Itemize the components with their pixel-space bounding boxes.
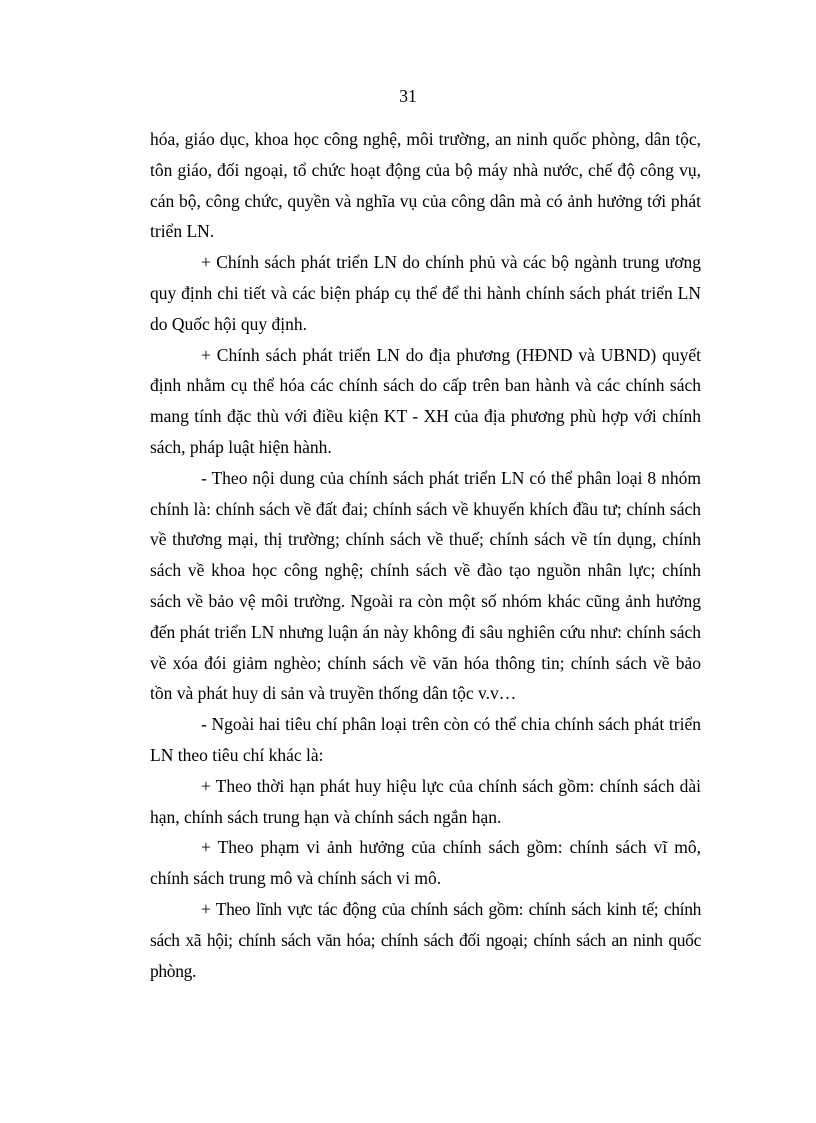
page-number: 31 (399, 86, 417, 106)
paragraph-local-policy: + Chính sách phát triển LN do địa phương (HĐND và UBND) quyết định nhằm cụ thể hóa các chính sách do cấp trên ban hành và các chính sách mang tính đặc thù với điều kiện KT - XH của địa phương phù hợp với chính sách, pháp luật hiện hành. (150, 344, 701, 457)
paragraph-by-field: + Theo lĩnh vực tác động của chính sách gồm: chính sách kinh tế; chính sách xã hội; chính sách văn hóa; chính sách đối ngoại; chính sách an ninh quốc phòng. (150, 898, 701, 981)
paragraph-other-criteria: - Ngoài hai tiêu chí phân loại trên còn có thể chia chính sách phát triển LN theo tiêu chí khác là: (150, 714, 701, 765)
paragraph-continuation: hóa, giáo dục, khoa học công nghệ, môi trường, an ninh quốc phòng, dân tộc, tôn giáo, đối ngoại, tổ chức hoạt động của bộ máy nhà nước, chế độ công vụ, cán bộ, công chức, quyền và nghĩa vụ của công dân mà có ảnh hưởng tới phát triển LN. (150, 129, 701, 242)
body-text (150, 124, 701, 986)
paragraph-by-scope: + Theo phạm vi ảnh hưởng của chính sách gồm: chính sách vĩ mô, chính sách trung mô và chính sách vi mô. (150, 837, 701, 889)
paragraph-central-policy: + Chính sách phát triển LN do chính phủ và các bộ ngành trung ương quy định chi tiết và các biện pháp cụ thể để thi hành chính sách phát triển LN do Quốc hội quy định. (150, 252, 701, 334)
paragraph-by-duration: + Theo thời hạn phát huy hiệu lực của chính sách gồm: chính sách dài hạn, chính sách trung hạn và chính sách ngắn hạn. (150, 775, 701, 827)
paragraph-content-classification: - Theo nội dung của chính sách phát triển LN có thể phân loại 8 nhóm chính là: chính sách về đất đai; chính sách về khuyến khích đầu tư; chính sách về thương mại, thị trường; chính sách về thuế; chính sách về tín dụng, chính sách về khoa học công nghệ; chính sách về đào tạo nguồn nhân lực; chính sách về bảo vệ môi trường. Ngoài ra còn một số nhóm khác cũng ảnh hưởng đến phát triển LN nhưng luận án này không đi sâu nghiên cứu như: chính sách về xóa đói giảm nghèo; chính sách về văn hóa thông tin; chính sách về bảo tồn và phát huy di sản và truyền thống dân tộc v.v… (150, 467, 701, 704)
